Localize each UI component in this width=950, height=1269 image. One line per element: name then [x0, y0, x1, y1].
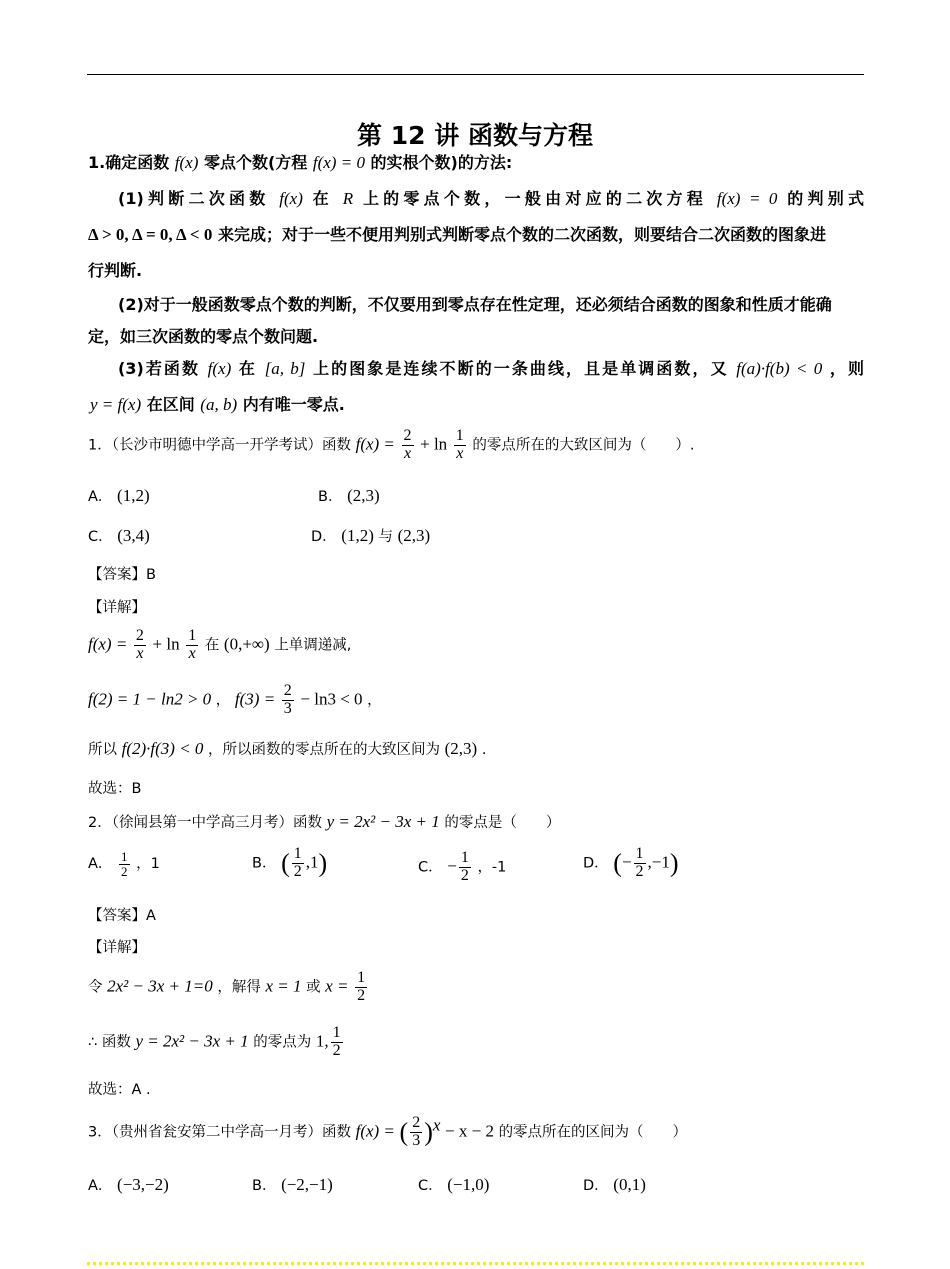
q2-option-b-label: B．	[252, 855, 277, 872]
p3-text-a: (3)若函数	[118, 359, 201, 378]
q2-s1-equation: 2x² − 3x + 1=0	[107, 976, 213, 996]
q1-option-d-value-2: (2,3)	[397, 526, 431, 545]
q2-option-c[interactable]	[418, 850, 506, 885]
q1-s1-fx: f(x) =	[88, 634, 128, 654]
q3-stem	[88, 1115, 687, 1150]
intro-heading-text-2: 零点个数(方程	[203, 153, 308, 172]
q3-fx: f(x) =	[355, 1121, 395, 1141]
q1-frac-1-over-x	[454, 428, 466, 463]
q1-s2-f3: f(3) =	[234, 689, 276, 709]
p1-text-a: (1)判断二次函数	[118, 189, 270, 208]
p3-text-d: ，则	[829, 359, 864, 378]
q3-suffix: 的零点所在的区间为（ ）	[498, 1124, 688, 1141]
q1-prefix: 1．（长沙市明德中学高一开学考试）函数	[88, 437, 351, 454]
q3-prefix: 3．（贵州省瓮安第二中学高一月考）函数	[88, 1124, 351, 1141]
q2-s1-root1: x = 1	[265, 976, 302, 996]
q1-detail-heading: 【详解】	[88, 600, 146, 616]
q2-option-a-frac	[119, 850, 130, 878]
q2-detail-heading: 【详解】	[88, 940, 146, 956]
q1-fx: f(x) =	[355, 434, 395, 454]
q2-option-a-den: 2	[121, 863, 128, 879]
q3-option-a-label: A．	[88, 1178, 113, 1194]
q3-option-b-value: (−2,−1)	[281, 1175, 333, 1194]
p3-open-interval: (a, b)	[200, 395, 238, 414]
footer-rule	[87, 1262, 864, 1265]
q3-option-b[interactable]	[252, 1174, 333, 1195]
q1-frac1-num: 2	[403, 427, 412, 444]
q1-option-b-value: (2,3)	[347, 486, 380, 505]
p1-discriminant: Δ > 0, Δ = 0, Δ < 0	[88, 225, 213, 244]
q2-option-b-lparen: (	[281, 848, 290, 878]
intro-eq: f(x) = 0	[312, 153, 365, 172]
q2-option-c-frac	[459, 850, 471, 885]
q1-option-d-connector: 与	[378, 529, 393, 545]
q1-s1-frac2-num: 1	[188, 627, 197, 644]
q1-s3-product: f(2)·f(3) < 0	[121, 739, 204, 758]
q1-s1-tail: 上单调递减,	[274, 637, 352, 654]
q2-option-d-label: D．	[583, 855, 609, 872]
q2-option-a-num: 1	[121, 849, 128, 864]
q1-option-d-label: D．	[311, 529, 337, 545]
q1-s1-plus-ln: + ln	[152, 634, 180, 654]
q2-option-a-label: A．	[88, 856, 113, 873]
q2-s2-value: 1,	[315, 1031, 329, 1051]
q2-s1-num: 1	[357, 969, 366, 986]
p1-text-b: 在	[312, 189, 333, 208]
q2-s1-or: 或	[306, 979, 321, 996]
q1-option-a[interactable]	[88, 485, 150, 506]
p3-fx: f(x)	[207, 359, 232, 378]
q3-option-d[interactable]	[583, 1174, 646, 1195]
q1-option-c[interactable]	[88, 525, 150, 546]
q2-prefix: 2．（徐闻县第一中学高三月考）函数	[88, 815, 322, 831]
q2-option-d-rparen: )	[669, 848, 679, 878]
q1-option-d[interactable]	[311, 525, 430, 546]
q1-s2-f2: f(2) = 1 − ln2 > 0	[88, 689, 212, 709]
q2-option-b[interactable]	[252, 846, 327, 881]
q1-s1-frac1-num: 2	[135, 627, 144, 644]
p1-text-c: 上的零点个数，一般由对应的二次方程	[362, 189, 708, 208]
q1-s1-frac-2-over-x	[134, 628, 146, 663]
p1-eq: f(x) = 0	[716, 189, 778, 208]
intro-heading-text: 1.确定函数	[88, 153, 170, 172]
q2-s1-b: ，解得	[217, 979, 261, 996]
q1-s3-end: .	[481, 742, 487, 758]
q1-frac1-den: x	[402, 445, 414, 463]
q3-exponent: x	[432, 1115, 441, 1135]
q2-option-a[interactable]	[88, 850, 160, 878]
q2-option-b-rparen: )	[318, 848, 328, 878]
q1-s1-interval: (0,+∞)	[223, 634, 270, 654]
q3-tail: − x − 2	[445, 1121, 494, 1141]
q1-s2-end: ，	[367, 692, 382, 709]
q1-s1-frac1-den: x	[134, 645, 146, 663]
q2-s1-root2: x =	[325, 976, 349, 996]
q2-option-a-tail: ，1	[136, 856, 160, 873]
q2-solution-line2	[88, 1025, 345, 1060]
p1-text-e: 来完成；对于一些不便用判别式判断零点个数的二次函数，则要结合二次函数的图象进	[217, 225, 826, 244]
q2-option-c-minus: −	[447, 856, 457, 876]
q2-option-d-tail: ,−1	[647, 852, 670, 872]
q1-solution-line2	[88, 683, 382, 718]
q3-option-b-label: B．	[252, 1178, 277, 1194]
q1-choice: 故选：B	[88, 781, 142, 797]
q2-s2-function: y = 2x² − 3x + 1	[135, 1031, 249, 1051]
q2-option-d-minus: −	[621, 852, 632, 872]
q2-s2-b: 的零点为	[253, 1034, 312, 1051]
p3-text-e: 在区间	[146, 395, 195, 414]
intro-p3-line1	[118, 356, 864, 379]
q2-s1-a: 令	[88, 979, 103, 996]
q1-answer: 【答案】B	[88, 567, 156, 583]
q2-s2-a: ∴ 函数	[88, 1034, 131, 1051]
p3-closed-interval: [a, b]	[264, 359, 306, 378]
q1-suffix: 的零点所在的大致区间为（ ）.	[472, 437, 695, 454]
p3-text-f: 内有唯一零点.	[242, 395, 345, 414]
p3-text-c: 上的图象是连续不断的一条曲线，且是单调函数，又	[313, 359, 729, 378]
q1-s1-mid: 在	[204, 637, 220, 654]
q1-s3-a: 所以	[88, 742, 117, 758]
q2-option-c-label: C．	[418, 859, 443, 876]
page-title: 第 12 讲 函数与方程	[357, 121, 593, 150]
p1-R: R	[342, 189, 354, 208]
q1-option-c-label: C．	[88, 529, 113, 545]
intro-p1-line1	[118, 186, 864, 209]
p3-y: y = f(x)	[90, 395, 142, 414]
q3-base-num: 2	[412, 1114, 421, 1131]
q2-stem	[88, 811, 560, 832]
q1-s2-sep: ，	[215, 692, 231, 709]
intro-heading-text-3: 的实根个数)的方法:	[370, 153, 513, 172]
q1-s1-frac-1-over-x	[186, 628, 198, 663]
q2-option-d-den: 2	[635, 862, 644, 880]
q1-solution-line3	[88, 738, 486, 759]
q2-s2-den: 2	[332, 1041, 341, 1059]
q3-rparen: )	[424, 1117, 433, 1147]
q1-option-a-value: (1,2)	[117, 486, 150, 505]
q1-s1-frac2-den: x	[186, 645, 198, 663]
q2-option-b-frac	[292, 846, 304, 881]
q2-option-c-num: 1	[460, 849, 469, 866]
q2-option-d-frac	[634, 846, 646, 881]
q3-option-d-value: (0,1)	[613, 1175, 646, 1194]
q1-frac2-den: x	[454, 445, 466, 463]
q2-s2-frac	[331, 1025, 343, 1060]
q2-option-b-tail: ,1	[305, 852, 319, 872]
q2-option-d[interactable]	[583, 846, 679, 881]
q3-option-a[interactable]	[88, 1174, 169, 1195]
q2-choice: 故选：A .	[88, 1082, 151, 1098]
q2-s1-den: 2	[357, 986, 366, 1004]
q1-s3-interval: (2,3)	[444, 739, 478, 758]
q1-plus-ln: + ln	[420, 434, 448, 454]
q2-function: y = 2x² − 3x + 1	[326, 812, 440, 831]
q3-option-a-value: (−3,−2)	[117, 1175, 169, 1194]
q1-option-c-value: (3,4)	[117, 526, 150, 545]
q2-option-b-den: 2	[293, 862, 302, 880]
q1-frac-2-over-x	[402, 428, 414, 463]
p3-product: f(a)·f(b) < 0	[736, 359, 823, 378]
intro-p1-line2	[88, 222, 826, 245]
q2-answer: 【答案】A	[88, 908, 156, 924]
p1-fx: f(x)	[279, 189, 303, 208]
q1-option-b[interactable]	[318, 485, 380, 506]
q2-option-c-den: 2	[460, 866, 469, 884]
q2-s1-frac	[355, 970, 367, 1005]
intro-fx: f(x)	[174, 153, 199, 172]
q2-suffix: 的零点是（ ）	[444, 815, 561, 831]
q2-option-d-lparen: (	[613, 848, 622, 878]
q3-option-d-label: D．	[583, 1178, 609, 1194]
q1-option-b-label: B．	[318, 489, 343, 505]
q1-s3-b: ，所以函数的零点所在的大致区间为	[208, 742, 441, 758]
intro-p3-line2	[90, 392, 345, 415]
q1-s2-frac-num: 2	[283, 682, 292, 699]
intro-p2-line2: 定，如三次函数的零点个数问题.	[88, 327, 319, 346]
q1-option-a-label: A．	[88, 489, 113, 505]
intro-p1-line3: 行判断.	[88, 261, 143, 280]
intro-p2-line1: (2)对于一般函数零点个数的判断，不仅要用到零点存在性定理，还必须结合函数的图象和性质才能确	[118, 295, 832, 314]
q3-base-frac	[410, 1115, 422, 1150]
q3-lparen: (	[399, 1117, 409, 1147]
q2-option-d-num: 1	[635, 845, 644, 862]
q2-s2-num: 1	[332, 1024, 341, 1041]
q1-s2-frac-2-over-3	[282, 683, 294, 718]
q1-s2-ln3: − ln3 < 0	[300, 689, 363, 709]
intro-heading	[88, 150, 512, 173]
q2-solution-line1	[88, 970, 369, 1005]
p3-text-b: 在	[238, 359, 257, 378]
q3-option-c[interactable]	[418, 1174, 489, 1195]
q2-option-b-num: 1	[293, 845, 302, 862]
q3-base-den: 3	[412, 1131, 421, 1149]
q1-option-d-value-1: (1,2)	[341, 526, 374, 545]
p1-text-d: 的判别式	[787, 189, 864, 208]
q1-s2-frac-den: 3	[283, 699, 292, 717]
header-rule	[87, 74, 864, 75]
q2-option-c-tail: ，-1	[477, 859, 507, 876]
q1-solution-line1	[88, 628, 351, 663]
q3-option-c-value: (−1,0)	[447, 1175, 490, 1194]
q1-frac2-num: 1	[455, 427, 464, 444]
q1-stem	[88, 428, 695, 463]
q3-option-c-label: C．	[418, 1178, 443, 1194]
